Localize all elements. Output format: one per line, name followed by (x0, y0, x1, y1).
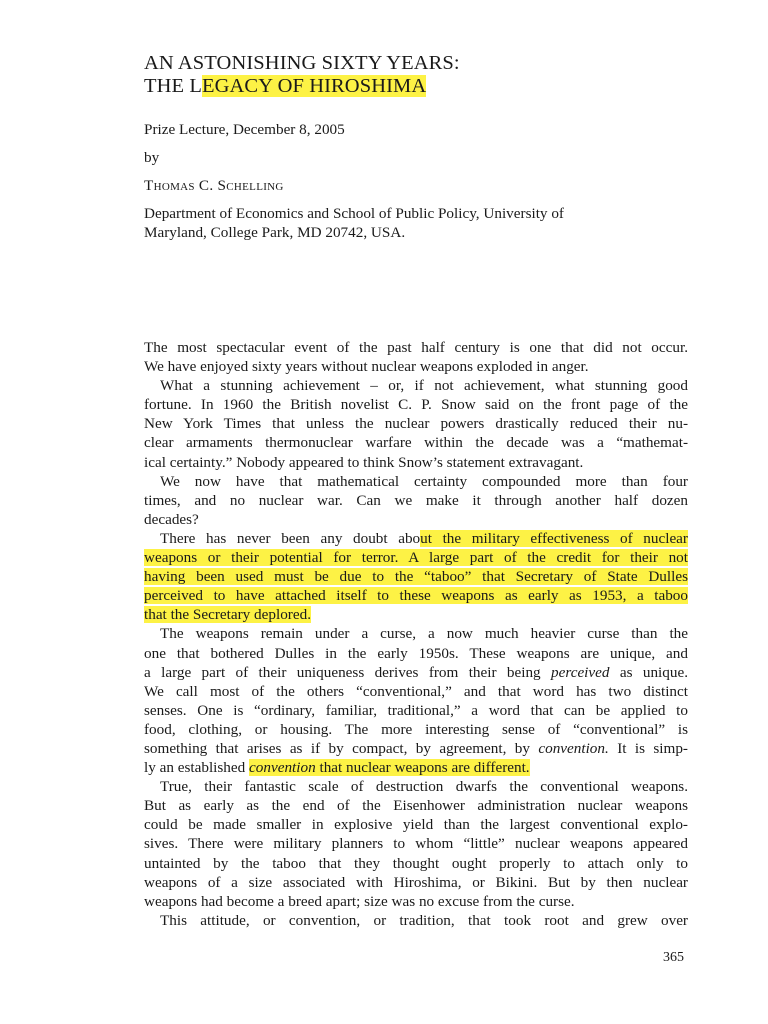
body-line-part: It is simp- (608, 739, 688, 757)
highlighted-text: having been used must be due to the “taboo” that Secretary of State Dulles (144, 568, 688, 586)
body-line: weapons of a size associated with Hiroshima, or Bikini. But by then nuclear (144, 873, 688, 891)
body-line-part: ly an established (144, 759, 250, 777)
body-line (144, 586, 688, 605)
body-line: clear armaments thermonuclear warfare within the decade was a “mathemat- (144, 434, 688, 452)
body-line (144, 663, 688, 682)
emphasis-text: convention. (538, 739, 609, 757)
affiliation-line-2: Maryland, College Park, MD 20742, USA. (144, 224, 406, 241)
body-line: food, clothing, or housing. The more interesting sense of “conventional” is (144, 720, 688, 738)
highlighted-text: weapons or their potential for terror. A large part of the credit for their not (144, 549, 688, 567)
body-line: one that bothered Dulles in the early 1950s. These weapons are unique, and (144, 644, 688, 662)
body-line: We have enjoyed sixty years without nuclear weapons exploded in anger. (144, 358, 589, 376)
title-line-2 (144, 75, 460, 98)
highlighted-text-part: that nuclear weapons are different. (315, 759, 530, 777)
body-line (144, 739, 688, 758)
page-title (144, 52, 460, 98)
body-line-part: something that arises as if by compact, by agreement, by (144, 739, 539, 757)
author-name: Thomas C. Schelling (144, 177, 284, 194)
title-line-2-highlight: EGACY OF HIROSHIMA (202, 75, 427, 97)
body-line (144, 567, 688, 586)
body-line: True, their fantastic scale of destruction dwarfs the conventional weapons. (160, 778, 688, 796)
highlighted-text (249, 759, 530, 776)
body-line: The most spectacular event of the past half century is one that did not occur. (144, 339, 688, 356)
lecture-subtitle: Prize Lecture, December 8, 2005 (144, 121, 345, 138)
body-line: What a stunning achievement – or, if not achievement, what stunning good (160, 377, 688, 395)
body-line: New York Times that unless the nuclear powers drastically reduced their nu- (144, 415, 688, 433)
body-line: untainted by the taboo that they thought ought properly to attach only to (144, 854, 688, 872)
body-text (144, 338, 688, 930)
body-line: We now have that mathematical certainty compounded more than four (160, 472, 688, 490)
body-line: sives. There were military planners to whom “little” nuclear weapons appeared (144, 835, 688, 853)
title-line-1: AN ASTONISHING SIXTY YEARS: (144, 52, 460, 74)
page-number: 365 (663, 950, 684, 965)
body-line: This attitude, or convention, or tradition, that took root and grew over (160, 911, 688, 929)
byline-by: by (144, 149, 160, 166)
body-line: ical certainty.” Nobody appeared to think Snow’s statement extravagant. (144, 453, 584, 471)
body-line: But as early as the end of the Eisenhower administration nuclear weapons (144, 797, 688, 815)
title-line-2-plain: THE L (144, 75, 202, 97)
affiliation-line-1: Department of Economics and School of Public Policy, University of (144, 205, 564, 222)
body-line (144, 758, 688, 777)
body-line: senses. One is “ordinary, familiar, traditional,” a word that can be applied to (144, 701, 688, 719)
body-line-part: a large part of their uniqueness derives from their being (144, 663, 552, 681)
body-line-part: as unique. (609, 663, 688, 681)
body-line: We call most of the others “conventional,” and that word has two distinct (144, 682, 688, 700)
body-line: fortune. In 1960 the British novelist C. P. Snow said on the front page of the (144, 396, 688, 414)
emphasis-text: convention (249, 759, 316, 777)
body-line: weapons had become a breed apart; size was no excuse from the curse. (144, 892, 575, 910)
body-line: decades? (144, 510, 199, 528)
highlighted-text: that the Secretary deplored. (144, 606, 311, 624)
highlighted-text: perceived to have attached itself to these weapons as early as 1953, a taboo (144, 587, 688, 605)
highlighted-text: ut the military effectiveness of nuclear (420, 529, 688, 547)
body-line (144, 548, 688, 567)
body-line: The weapons remain under a curse, a now much heavier curse than the (160, 625, 688, 643)
body-line-plain: There has never been any doubt abo (160, 529, 421, 547)
body-line: could be made smaller in explosive yield than the largest conventional explo- (144, 816, 688, 834)
body-line: times, and no nuclear war. Can we make it through another half dozen (144, 491, 688, 509)
body-line (144, 529, 688, 548)
emphasis-text: perceived (551, 663, 610, 681)
body-line (144, 605, 688, 624)
